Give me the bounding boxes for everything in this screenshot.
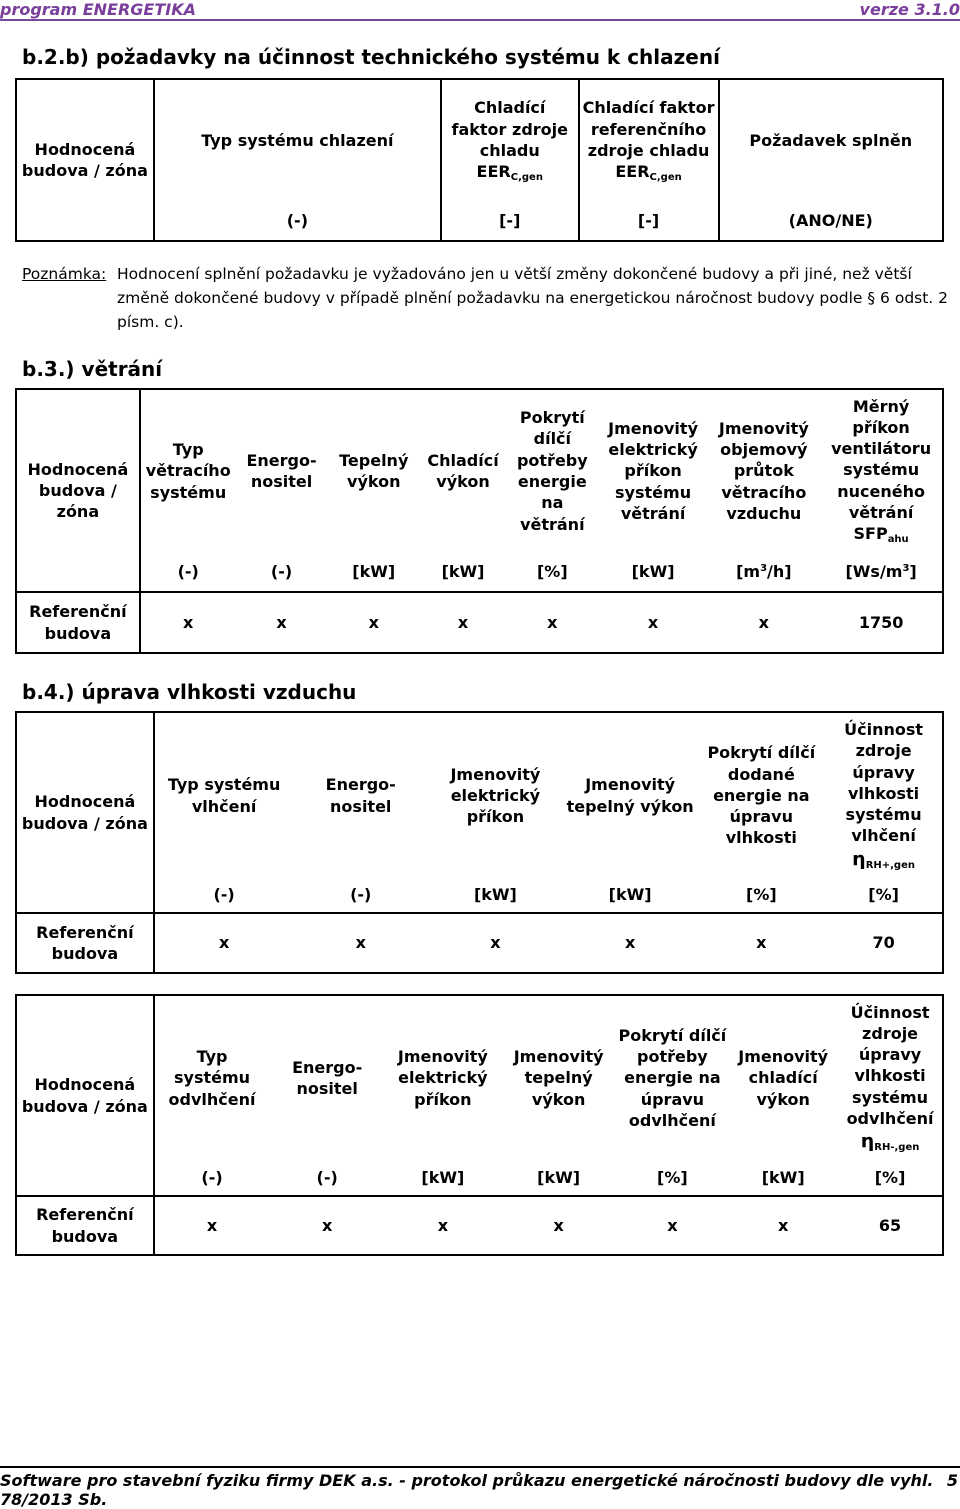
sfp-subscript: ahu [887,534,909,546]
col-header: Pokrytí dílčí potřeby energie na úpravu odvlhčení [617,995,729,1160]
value-cell: x [385,1196,501,1255]
col-header: Energo-nositel [269,995,385,1160]
col-eer-header [441,79,579,202]
unit-cell: [kW] [728,1160,838,1196]
col-zone-header: Hodnocená budova / zóna [16,79,154,241]
table-b3 [15,388,944,654]
row-label: Referenční budova [16,913,154,973]
eta-subscript: RH-,gen [874,1142,920,1154]
page-header [0,0,960,21]
footer-text: Software pro stavební fyziku firmy DEK a.s. - protokol průkazu energetické náročnosti budovy dle vyhl. 78/2013 Sb. [0,1471,934,1509]
col-header: Jmenovitý tepelný výkon [501,995,617,1160]
unit-m3h-base: [m [736,561,761,581]
note-label: Poznámka: [22,265,107,283]
eer-symbol: EER [476,162,511,182]
col-eta-label: Účinnost zdroje úpravy vlhkosti systému vlhčení [844,720,924,846]
eta-symbol: η [860,1130,875,1153]
eer-ref-symbol: EER [615,162,650,182]
col-header: Energo-nositel [293,712,428,878]
unit-cell: (-) [140,552,236,592]
col-header: Jmenovitý elektrický příkon [385,995,501,1160]
unit-cell: [%] [617,1160,729,1196]
col-header: Pokrytí dílčí potřeby energie na větrání [506,389,599,552]
value-cell: x [154,1196,270,1255]
eta-subscript: RH+,gen [865,859,915,871]
unit-cell: [kW] [428,878,563,913]
table-b4-dehumidification [15,994,944,1256]
unit-ws-tail: ] [909,561,917,581]
page-footer [0,1466,960,1509]
value-cell: x [428,913,563,973]
unit-cell: [%] [506,552,599,592]
value-cell: x [293,913,428,973]
col-header: Pokrytí dílčí dodané energie na úpravu vlhkosti [698,712,826,878]
unit-ws-sup: 3 [902,562,910,574]
section-heading-b2: b.2.b) požadavky na účinnost technického systému k chlazení [22,45,720,69]
unit-cell: (-) [154,1160,270,1196]
value-cell: x [501,1196,617,1255]
value-cell: x [698,913,826,973]
unit-cell: [kW] [420,552,506,592]
unit-cell: [kW] [327,552,420,592]
section-heading-b4: b.4.) úprava vlhkosti vzduchu [22,680,357,704]
unit-m3h-tail: /h] [767,561,792,581]
col-type-header: Typ systému chlazení [154,79,441,202]
eer-ref-subscript: C,gen [649,172,682,184]
col-header: Jmenovitý chladící výkon [728,995,838,1160]
unit-cell: (-) [293,878,428,913]
col-zone-header: Hodnocená budova / zóna [16,712,154,913]
value-cell: x [728,1196,838,1255]
col-req-header: Požadavek splněn [719,79,943,202]
col-zone-header: Hodnocená budova / zóna [16,995,154,1196]
value-cell: x [506,592,599,653]
col-header: Jmenovitý tepelný výkon [563,712,698,878]
unit-cell: (-) [154,878,294,913]
eta-symbol: η [852,847,866,870]
col-header: Typ systému odvlhčení [154,995,270,1160]
col-zone-header: Hodnocená budova / zóna [16,389,140,592]
col-sfp-label: Měrný příkon ventilátoru systému nuceného větrání [831,396,932,522]
value-cell: x [707,592,820,653]
col-eta-header [838,995,943,1160]
program-name: program ENERGETIKA [0,0,196,19]
section-heading-b3: b.3.) větrání [22,357,163,381]
value-cell: x [617,1196,729,1255]
unit-cell: (ANO/NE) [719,202,943,241]
col-eer-ref-header [579,79,719,202]
value-cell: x [420,592,506,653]
unit-cell-ws [820,552,943,592]
page-number: 5 [946,1471,958,1490]
unit-cell: [kW] [599,552,708,592]
col-eer-ref-label: Chladící faktor referenčního zdroje chladu [582,98,715,160]
col-eta-label: Účinnost zdroje úpravy vlhkosti systému odvlhčení [846,1002,934,1128]
value-cell: x [327,592,420,653]
col-eer-label: Chladící faktor zdroje chladu [451,98,568,160]
unit-cell: [-] [441,202,579,241]
value-cell: x [269,1196,385,1255]
row-label: Referenční budova [16,1196,154,1255]
note-text: Hodnocení splnění požadavku je vyžadováno jen u větší změny dokončené budovy a při jiné, než větší změně dokončené budovy v případě plnění požadavku na energetickou náročnost budovy podle § 6 odst. 2 písm. c). [117,265,949,331]
table-b2 [15,78,944,242]
unit-cell: (-) [236,552,328,592]
unit-cell: [%] [838,1160,943,1196]
value-cell: 70 [825,913,943,973]
value-cell: x [140,592,236,653]
unit-cell: (-) [269,1160,385,1196]
unit-cell: [-] [579,202,719,241]
value-cell: 1750 [820,592,943,653]
value-cell: x [563,913,698,973]
table-b4-humidification [15,711,944,974]
unit-ws-base: [Ws/m [845,561,903,581]
value-cell: x [154,913,294,973]
col-header: Tepelný výkon [327,389,420,552]
value-cell: x [236,592,328,653]
unit-cell: [kW] [501,1160,617,1196]
col-eta-header [825,712,943,878]
eer-subscript: C,gen [510,172,543,184]
unit-cell: [%] [698,878,826,913]
program-version: verze 3.1.0 [859,0,960,19]
col-header: Jmenovitý objemový průtok větracího vzduchu [707,389,820,552]
row-label: Referenční budova [16,592,140,653]
value-cell: 65 [838,1196,943,1255]
col-header: Chladící výkon [420,389,506,552]
col-header: Typ systému vlhčení [154,712,294,878]
unit-cell: [%] [825,878,943,913]
unit-cell-m3h [707,552,820,592]
value-cell: x [599,592,708,653]
unit-m3h-sup: 3 [760,562,768,574]
col-header: Typ větracího systému [140,389,236,552]
unit-cell: [kW] [563,878,698,913]
col-header: Jmenovitý elektrický příkon [428,712,563,878]
col-header: Energo-nositel [236,389,328,552]
sfp-symbol: SFP [853,524,888,544]
unit-cell: (-) [154,202,441,241]
col-header: Jmenovitý elektrický příkon systému větrání [599,389,708,552]
col-sfp-header [820,389,943,552]
unit-cell: [kW] [385,1160,501,1196]
